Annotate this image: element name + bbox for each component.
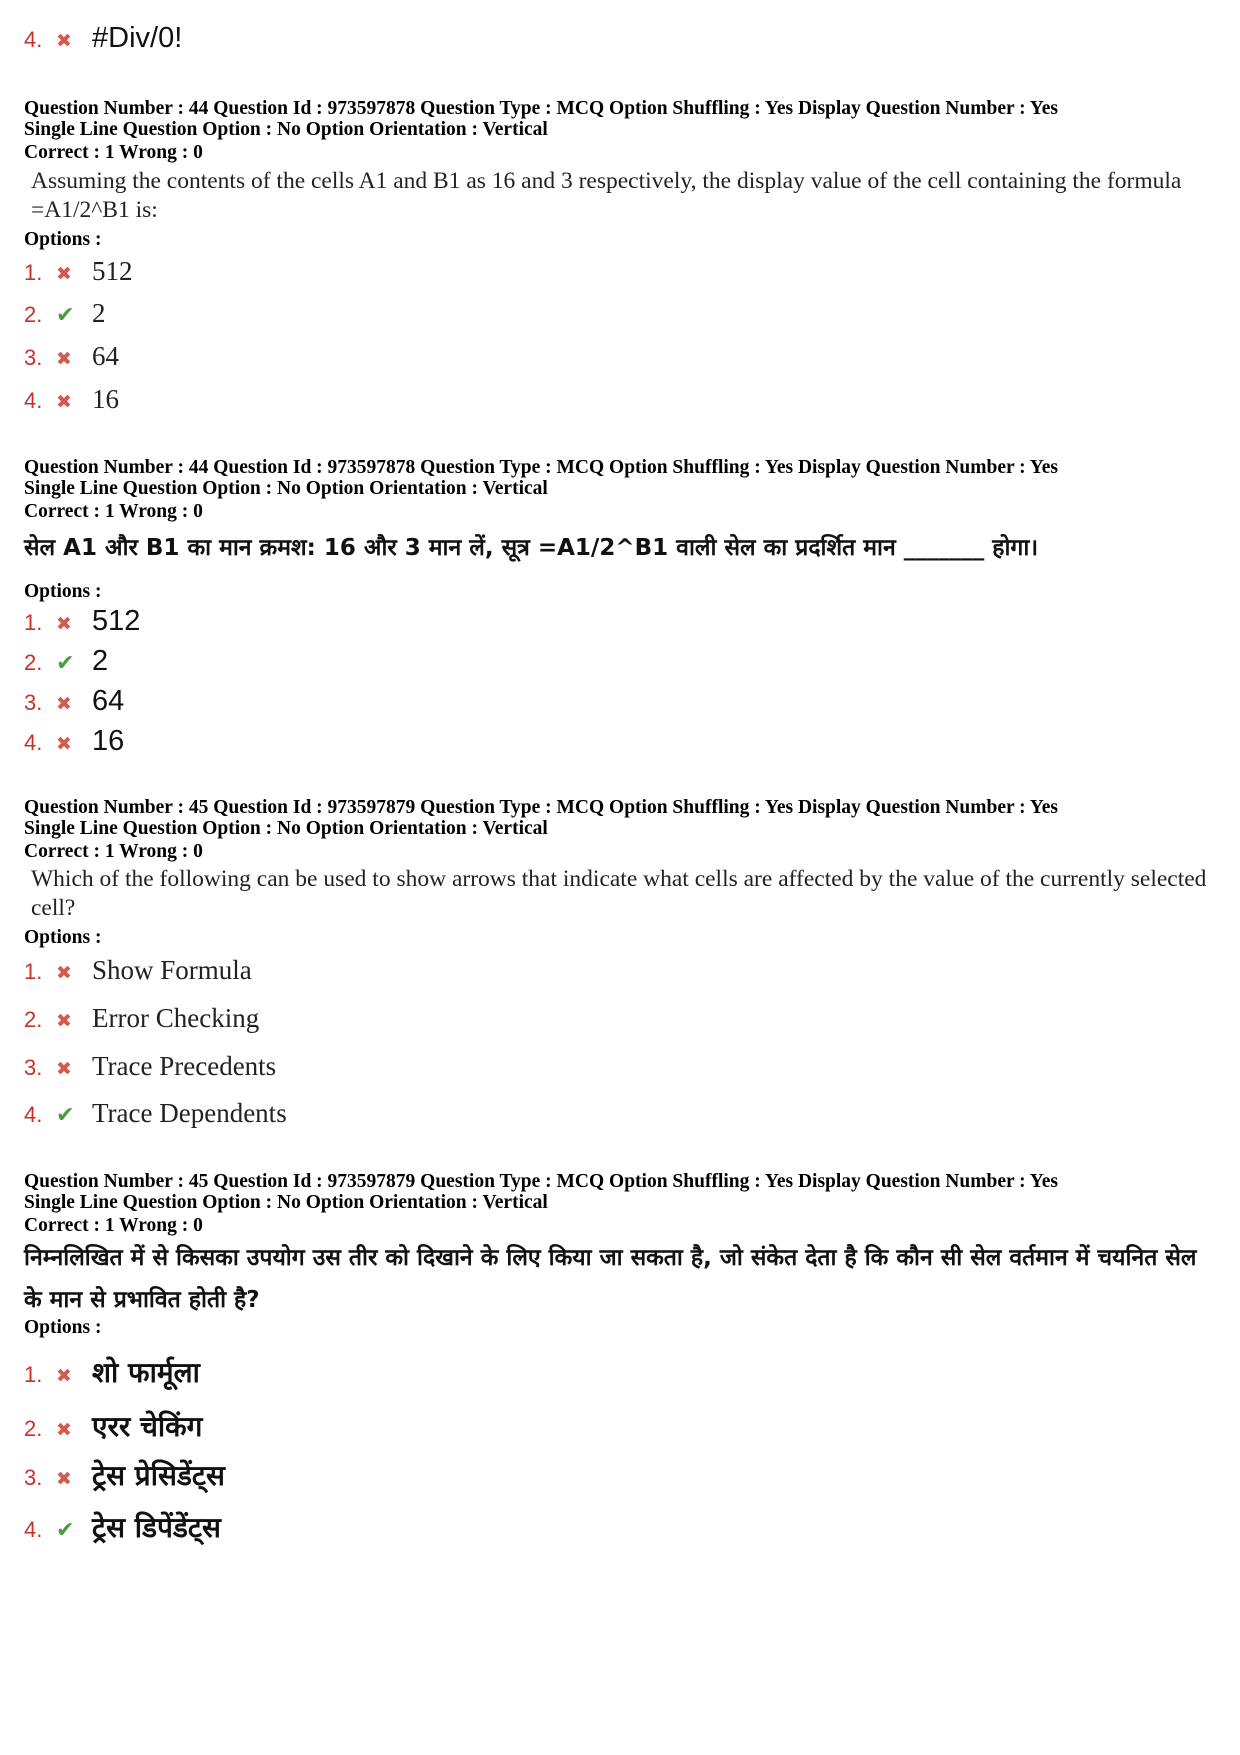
meta-line-1: Question Number : 45 Question Id : 973597879 Question Type : MCQ Option Shuffling : Yes Display Question Number : Yes: [24, 797, 1058, 818]
option-number: 4.: [24, 388, 43, 413]
wrong-cross-icon: ✖: [56, 263, 72, 285]
option-number: 1.: [24, 610, 43, 635]
option-item: [24, 1456, 225, 1496]
option-number: 3.: [24, 690, 43, 715]
option-number: 3.: [24, 1055, 43, 1080]
wrong-cross-icon: ✖: [56, 1468, 72, 1490]
option-item: [24, 725, 124, 765]
option-text: एरर चेकिंग: [92, 1410, 203, 1443]
option-item: [24, 256, 133, 296]
option-item: [24, 605, 140, 645]
option-item: [24, 1508, 221, 1548]
option-text: शो फार्मूला: [92, 1356, 200, 1389]
wrong-cross-icon: ✖: [56, 613, 72, 635]
option-number: 2.: [24, 302, 43, 327]
meta-line-1: Question Number : 44 Question Id : 973597878 Question Type : MCQ Option Shuffling : Yes Display Question Number : Yes: [24, 457, 1058, 478]
wrong-cross-icon: ✖: [56, 1058, 72, 1080]
wrong-cross-icon: ✖: [56, 30, 72, 52]
option-text: 2: [92, 298, 106, 328]
option-item: [24, 1353, 200, 1393]
option-text: Trace Dependents: [92, 1098, 287, 1128]
option-number: 2.: [24, 1416, 43, 1441]
score-line: Correct : 1 Wrong : 0: [24, 142, 203, 163]
option-number: 4.: [24, 1102, 43, 1127]
score-line: Correct : 1 Wrong : 0: [24, 501, 203, 522]
wrong-cross-icon: ✖: [56, 348, 72, 370]
meta-line-2: Single Line Question Option : No Option Orientation : Vertical: [24, 119, 548, 140]
option-number: 4.: [24, 730, 43, 755]
options-label: Options :: [24, 1317, 102, 1338]
question-meta: [24, 98, 1058, 140]
meta-line-2: Single Line Question Option : No Option Orientation : Vertical: [24, 818, 548, 839]
wrong-cross-icon: ✖: [56, 1419, 72, 1441]
options-label: Options :: [24, 927, 102, 948]
option-number: 1.: [24, 1362, 43, 1387]
question-meta: [24, 1171, 1058, 1213]
meta-line-1: Question Number : 45 Question Id : 973597879 Question Type : MCQ Option Shuffling : Yes Display Question Number : Yes: [24, 1171, 1058, 1192]
option-item: [24, 1003, 259, 1043]
wrong-cross-icon: ✖: [56, 1365, 72, 1387]
option-text: ट्रेस डिपेंडेंट्स: [92, 1511, 221, 1544]
option-item: [24, 1098, 287, 1138]
option-text: 2: [92, 645, 109, 677]
option-number: 3.: [24, 1465, 43, 1490]
meta-line-2: Single Line Question Option : No Option Orientation : Vertical: [24, 1192, 548, 1213]
option-text: Show Formula: [92, 955, 252, 985]
correct-check-icon: ✔: [56, 1103, 75, 1128]
option-item: [24, 1051, 276, 1091]
question-text: Assuming the contents of the cells A1 and B1 as 16 and 3 respectively, the display value of the cell containing the formula =A1/2^B1 is:: [31, 168, 1182, 223]
option-item: [24, 645, 108, 685]
option-item: [24, 955, 252, 995]
option-number: 1.: [24, 260, 43, 285]
option-text: Trace Precedents: [92, 1051, 277, 1081]
option-item: [24, 384, 119, 424]
correct-check-icon: ✔: [56, 303, 75, 328]
option-number: 3.: [24, 345, 43, 370]
meta-line-2: Single Line Question Option : No Option Orientation : Vertical: [24, 478, 548, 499]
wrong-cross-icon: ✖: [56, 391, 72, 413]
option-text: 512: [92, 605, 141, 637]
wrong-cross-icon: ✖: [56, 733, 72, 755]
option-item: [24, 685, 124, 725]
option-number: 1.: [24, 959, 43, 984]
option-item: [24, 341, 119, 381]
score-line: Correct : 1 Wrong : 0: [24, 1215, 203, 1236]
option-text: 16: [92, 384, 119, 414]
option-text: 64: [92, 341, 119, 371]
option-text: ट्रेस प्रेसिडेंट्स: [92, 1459, 225, 1492]
option-number: 4.: [24, 1517, 43, 1542]
options-label: Options :: [24, 581, 102, 602]
option-number: 2.: [24, 650, 43, 675]
options-label: Options :: [24, 229, 102, 250]
correct-check-icon: ✔: [56, 651, 75, 676]
option-item: [24, 298, 106, 338]
question-text: निम्नलिखित में से किसका उपयोग उस तीर को दिखाने के लिए किया जा सकता है, जो संकेत देता है कि कौन सी सेल वर्तमान में चयनित सेल के मान से प्रभावित होती है?: [24, 1245, 1197, 1313]
option-number: 4.: [24, 27, 43, 52]
correct-check-icon: ✔: [56, 1518, 75, 1543]
wrong-cross-icon: ✖: [56, 1010, 72, 1032]
meta-line-1: Question Number : 44 Question Id : 973597878 Question Type : MCQ Option Shuffling : Yes Display Question Number : Yes: [24, 98, 1058, 119]
wrong-cross-icon: ✖: [56, 962, 72, 984]
option-text: 16: [92, 725, 125, 757]
question-meta: [24, 797, 1058, 839]
option-text: Error Checking: [92, 1003, 260, 1033]
option-text: #Div/0!: [92, 22, 183, 54]
option-text: 64: [92, 685, 125, 717]
score-line: Correct : 1 Wrong : 0: [24, 841, 203, 862]
question-text: Which of the following can be used to show arrows that indicate what cells are affected by the value of the currently selected cell?: [31, 866, 1207, 921]
wrong-cross-icon: ✖: [56, 693, 72, 715]
question-meta: [24, 457, 1058, 499]
option-number: 2.: [24, 1007, 43, 1032]
question-text: सेल A1 और B1 का मान क्रमश: 16 और 3 मान लें, सूत्र =A1/2^B1 वाली सेल का प्रदर्शित मान _______ होगा।: [24, 535, 1039, 561]
option-text: 512: [92, 256, 133, 286]
option-item: [24, 1407, 202, 1447]
option-item: [24, 22, 182, 62]
